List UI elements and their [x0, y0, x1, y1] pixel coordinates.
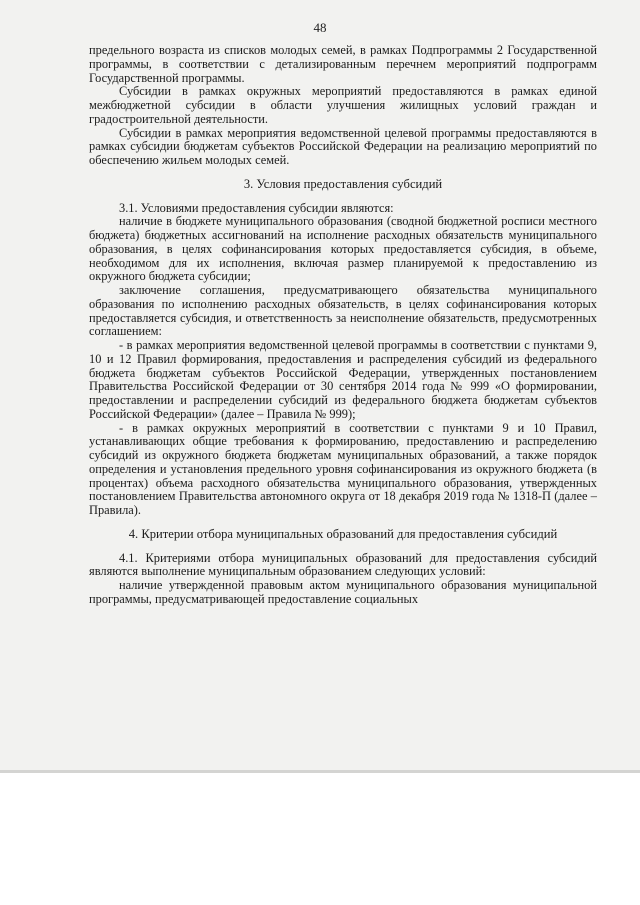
clause-4-1: 4.1. Критериями отбора муниципальных образований для предоставления субсидий являются выполнение муниципальным образованием следующих условий:	[89, 550, 597, 579]
clause-3-1-budget: наличие в бюджете муниципального образования (сводной бюджетной росписи местного бюджета) бюджетных ассигнований на исполнение расходных обязательств муниципального образования, в целях софинансирования которых предоставляется субсидия, в объеме, необходимом для их исполнения, включая размер планируемой к предоставлению из окружного бюджета субсидии;	[89, 214, 597, 284]
clause-3-1: 3.1. Условиями предоставления субсидии являются:	[119, 200, 394, 215]
clause-3-1-agreement: заключение соглашения, предусматривающего обязательства муниципального образования по исполнению расходных обязательств, в целях софинансирования которых предоставляется субсидия, и ответственность за неисполнение обязательств, предусмотренных соглашением:	[89, 283, 597, 339]
clause-4-1-program: наличие утвержденной правовым актом муниципального образования муниципальной программы, предусматривающей предоставление социальных	[89, 578, 597, 606]
page-number: 48	[313, 20, 327, 35]
scan-edge	[0, 770, 640, 773]
paragraph-continuation: предельного возраста из списков молодых семей, в рамках Подпрограммы 2 Государственной программы, в соответствии с детализированным перечнем мероприятий подпрограмм Государственной программы.	[89, 43, 597, 85]
paragraph-departmental-subsidies: Субсидии в рамках мероприятия ведомственной целевой программы предоставляются в рамках субсидии бюджетам субъектов Российской Федерации на реализацию мероприятий по обеспечению жильем молодых семей.	[89, 125, 597, 167]
clause-3-1-federal-rules: - в рамках мероприятия ведомственной целевой программы в соответствии с пунктами 9, 10 и 12 Правил формирования, предоставления и распределения субсидий из федерального бюджета бюджетам субъектов Российской Федерации, утвержденных постановлением Правительства Российской Федерации от 30 сентября 2014 года № 999 «О формировании, предоставлении и распределении субсидий из федерального бюджета бюджетам субъектов Российской Федерации» (далее – Правила № 999);	[89, 338, 597, 421]
clause-3-1-district-rules: - в рамках окружных мероприятий в соответствии с пунктами 9 и 10 Правил, устанавливающих общие требования к формированию, предоставлению и распределению субсидий из окружного бюджета бюджетам муниципальных образований, а также порядок определения и установления предельного уровня софинансирования из окружного бюджета (в процентах) объема расходного обязательства муниципального образования, утвержденных постановлением Правительства автономного округа от 18 декабря 2019 года № 1318-П (далее – Правила).	[89, 420, 597, 517]
document-body	[89, 44, 597, 607]
section-4-heading: 4. Критерии отбора муниципальных образований для предоставления субсидий	[128, 526, 558, 541]
paragraph-district-subsidies: Субсидии в рамках окружных мероприятий предоставляются в рамках единой межбюджетной субсидии в области улучшения жилищных условий граждан и градостроительной деятельности.	[89, 84, 597, 126]
section-3-heading: 3. Условия предоставления субсидий	[243, 176, 443, 191]
